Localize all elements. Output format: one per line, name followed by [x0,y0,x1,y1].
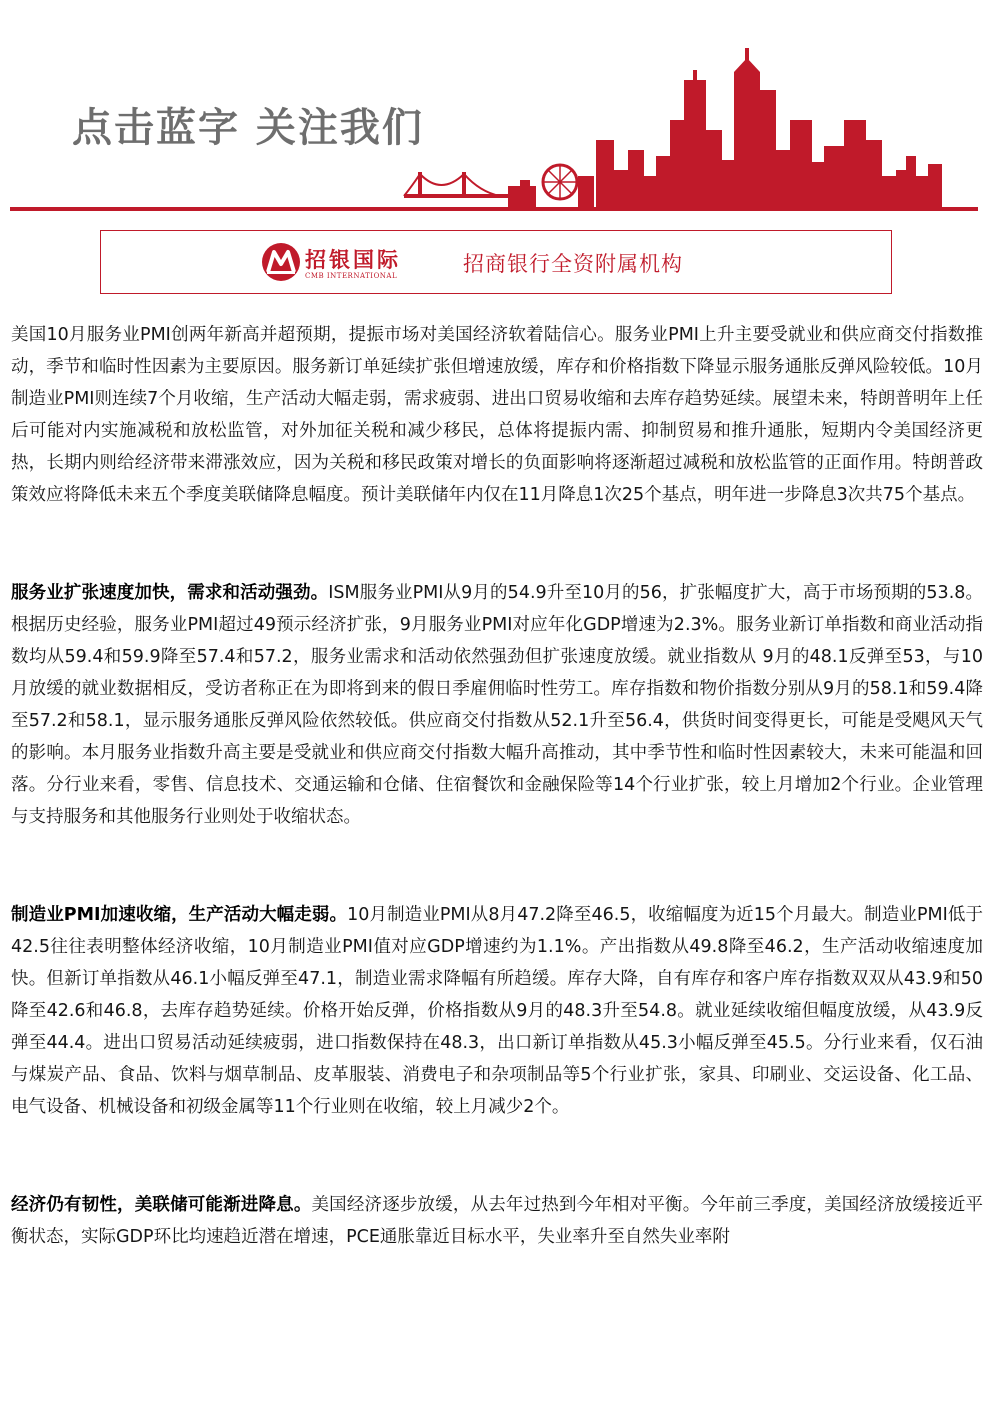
services-heading: 服务业扩张速度加快，需求和活动强劲。 [11,583,329,603]
services-body: ISM服务业PMI从9月的54.9升至10月的56，扩张幅度扩大，高于市场预期的53.8。根据历史经验，服务业PMI超过49预示经济扩张，9月服务业PMI对应年化GDP增速为2.3%。服务业新订单指数和商业活动指数均从59.4和59.9降至57.4和57.2，服务业需求和活动依然强劲但扩张速度放缓。就业指数从 9月的48.1反弹至53，与10月放缓的就业数据相反，受访者称正在为即将到来的假日季雇佣临时性劳工。库存指数和物价指数分别从9月的58.1和59.4降至57.2和58.1，显示服务通胀反弹风险依然较低。供应商交付指数从52.1升至56.4，供货时间变得更长，可能是受飓风天气的影响。本月服务业指数升高主要是受就业和供应商交付指数大幅升高推动，其中季节性和临时性因素较大，未来可能温和回落。分行业来看，零售、信息技术、交通运输和仓储、住宿餐饮和金融保险等14个行业扩张，较上月增加2个行业。企业管理与支持服务和其他服务行业则处于收缩状态。 [11,583,984,827]
manufacturing-paragraph [11,899,983,1123]
cmb-logo-icon [261,242,301,282]
economy-body: 美国经济逐步放缓，从去年过热到今年相对平衡。今年前三季度，美国经济放缓接近平衡状态，实际GDP环比均速趋近潜在增速，PCE通胀靠近目标水平，失业率升至自然失业率附 [11,1195,984,1247]
manufacturing-body: 10月制造业PMI从8月47.2降至46.5，收缩幅度为近15个月最大。制造业PMI低于42.5往往表明整体经济收缩，10月制造业PMI值对应GDP增速约为1.1%。产出指数从49.8降至46.2，生产活动收缩速度加快。但新订单指数从46.1小幅反弹至47.1，制造业需求降幅有所趋缓。库存大降，自有库存和客户库存指数双双从43.9和50降至42.6和46.8，去库存趋势延续。价格开始反弹，价格指数从9月的48.3升至54.8。就业延续收缩但幅度放缓，从43.9反弹至44.4。进出口贸易活动延续疲弱，进口指数保持在48.3，出口新订单指数从45.3小幅反弹至45.5。分行业来看，仅石油与煤炭产品、食品、饮料与烟草制品、皮革服装、消费电子和杂项制品等5个行业扩张，家具、印刷业、交运设备、化工品、电气设备、机械设备和初级金属等11个行业则在收缩，较上月减少2个。 [11,905,983,1117]
banner-tagline: 招商银行全资附属机构 [463,252,683,276]
article-body [11,319,983,1253]
brand-banner [100,230,892,294]
logo-english-name: CMB INTERNATIONAL [305,272,398,280]
intro-paragraph: 美国10月服务业PMI创两年新高并超预期，提振市场对美国经济软着陆信心。服务业PMI上升主要受就业和供应商交付指数推动，季节和临时性因素为主要原因。服务新订单延续扩张但增速放缓，库存和价格指数下降显示服务通胀反弹风险较低。10月制造业PMI则连续7个月收缩，生产活动大幅走弱，需求疲弱、进出口贸易收缩和去库存趋势延续。展望未来，特朗普明年上任后可能对内实施减税和放松监管，对外加征关税和减少移民，总体将提振内需、抑制贸易和推升通胀，短期内令美国经济更热，长期内则给经济带来滞涨效应，因为关税和移民政策对增长的负面影响将逐渐超过减税和放松监管的正面作用。特朗普政策效应将降低未来五个季度美联储降息幅度。预计美联储年内仅在11月降息1次25个基点，明年进一步降息3次共75个基点。 [11,325,983,505]
economy-paragraph [11,1189,983,1253]
manufacturing-heading: 制造业PMI加速收缩，生产活动大幅走弱。 [11,905,348,925]
economy-heading: 经济仍有韧性，美联储可能渐进降息。 [11,1195,312,1215]
header-divider [10,207,978,211]
services-paragraph [11,577,983,833]
page-header [0,0,992,215]
page-title: 点击蓝字 关注我们 [72,105,424,151]
logo-chinese-name: 招银国际 [305,247,401,272]
